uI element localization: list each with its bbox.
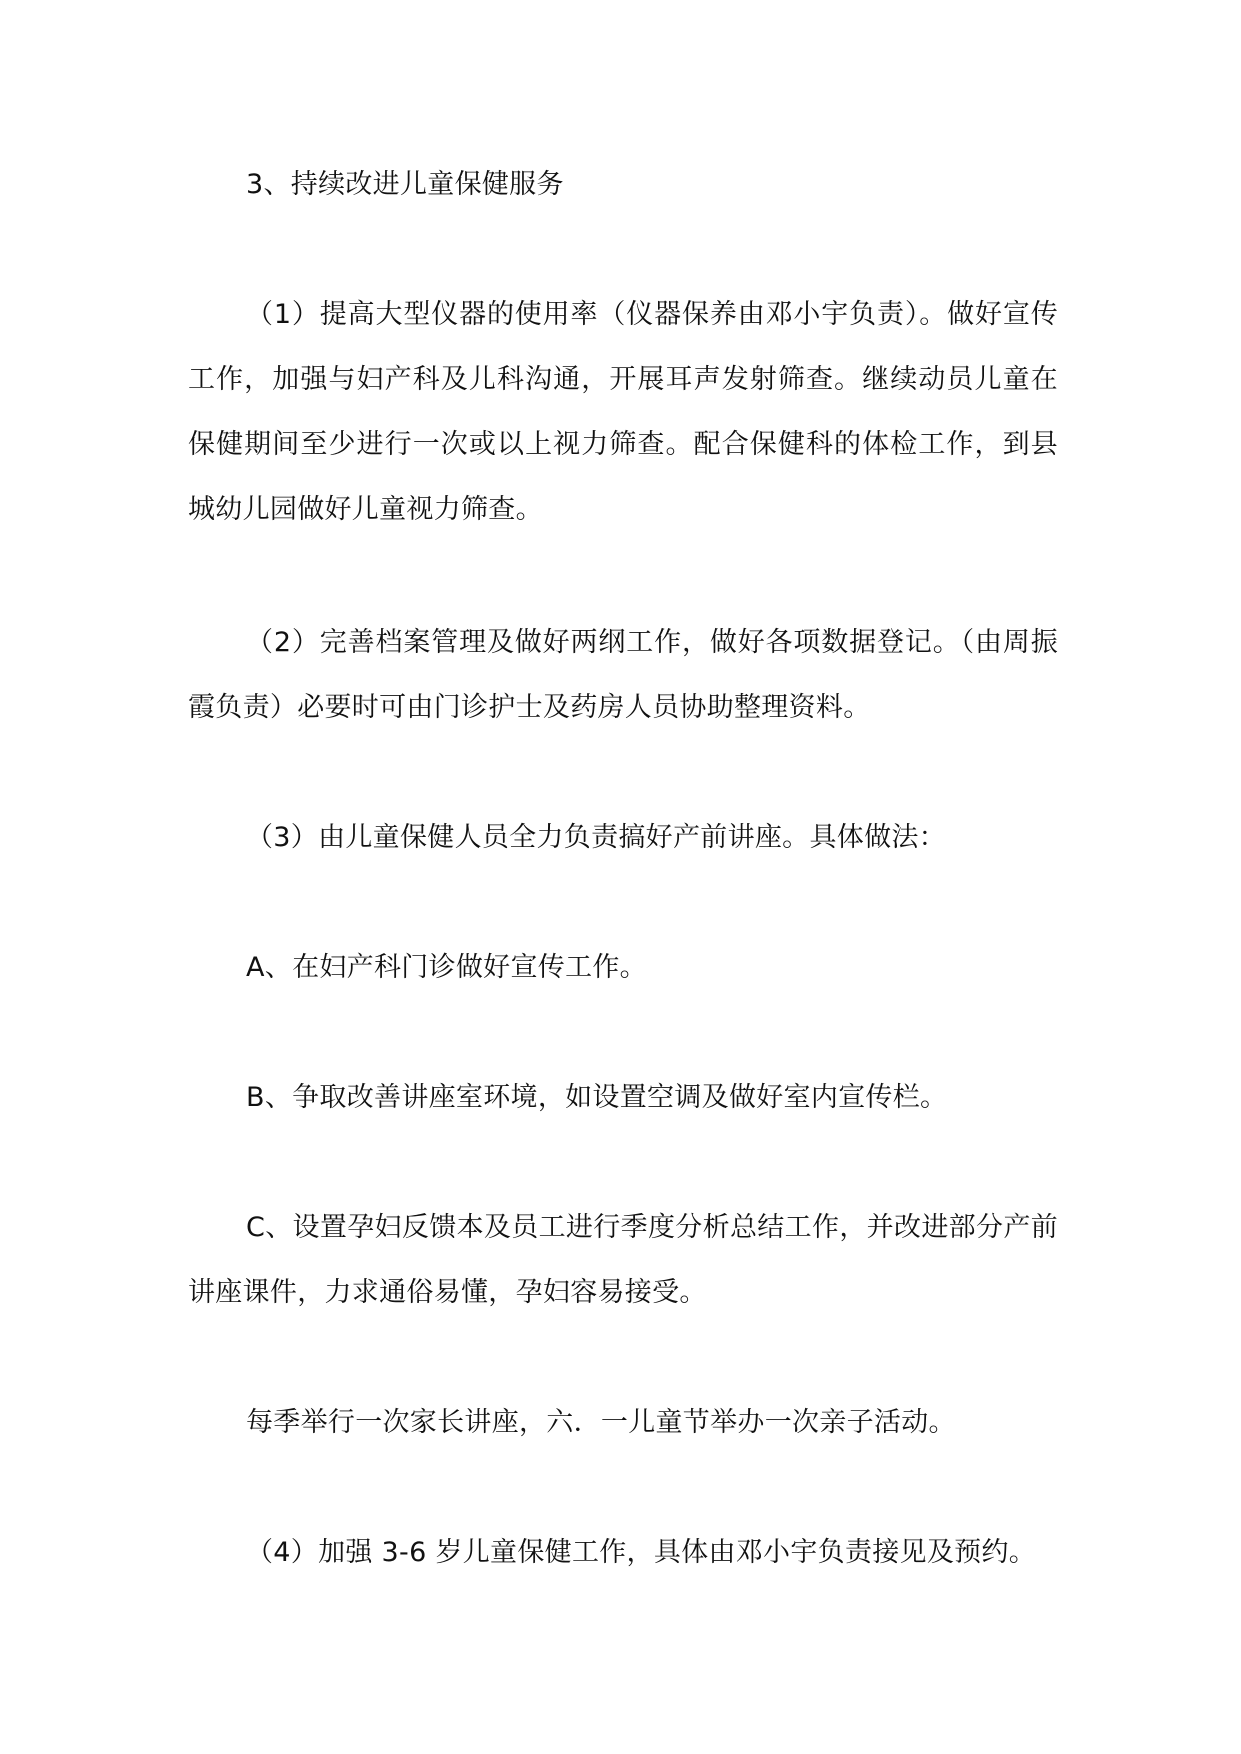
paragraph-seasonal-activities: 每季举行一次家长讲座，六．一儿童节举办一次亲子活动。 — [246, 1407, 956, 1438]
paragraph-item-b: B、争取改善讲座室环境，如设置空调及做好室内宣传栏。 — [246, 1082, 948, 1113]
paragraph-item-1: （1）提高大型仪器的使用率（仪器保养由邓小宇负责）。做好宣传工作，加强与妇产科及儿科沟通，开展耳声发射筛查。继续动员儿童在保健期间至少进行一次或以上视力筛查。配合保健科的体检工作，到县城幼儿园做好儿童视力筛查。 — [188, 299, 1058, 525]
paragraph-item-c: C、设置孕妇反馈本及员工进行季度分析总结工作，并改进部分产前讲座课件，力求通俗易懂，孕妇容易接受。 — [188, 1212, 1058, 1308]
section-heading: 3、持续改进儿童保健服务 — [246, 169, 564, 200]
paragraph-item-a: A、在妇产科门诊做好宣传工作。 — [246, 952, 647, 983]
paragraph-item-3: （3）由儿童保健人员全力负责搞好产前讲座。具体做法： — [246, 822, 946, 853]
paragraph-item-2: （2）完善档案管理及做好两纲工作，做好各项数据登记。（由周振霞负责）必要时可由门诊护士及药房人员协助整理资料。 — [188, 627, 1058, 723]
paragraph-item-4: （4）加强 3-6 岁儿童保健工作，具体由邓小宇负责接见及预约。 — [246, 1537, 1037, 1568]
